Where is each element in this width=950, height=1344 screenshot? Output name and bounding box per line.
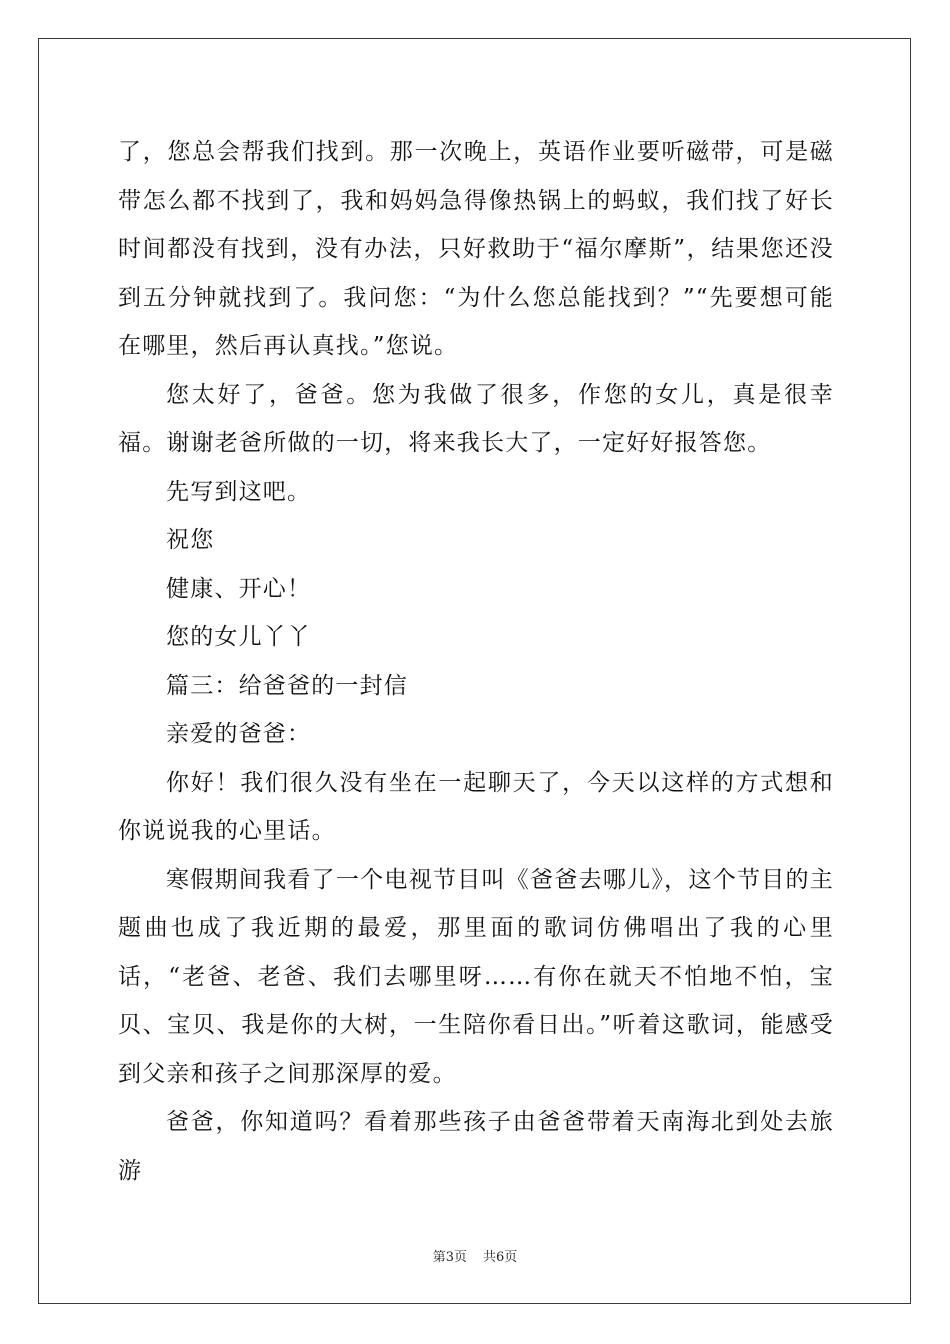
salutation-line: 健康、开心！ bbox=[166, 575, 312, 602]
paragraph: 了，您总会帮我们找到。那一次晚上，英语作业要听磁带，可是磁带怎么都不找到了，我和妈妈急得像热锅上的蚂蚁，我们找了好长时间都没有找到，没有办法，只好救助于“福尔摩斯”，结果您还没到五分钟就找到了。我问您：“为什么您总能找到？”“先要想可能在哪里，然后再认真找。”您说。 bbox=[118, 139, 834, 359]
paragraph: 寒假期间我看了一个电视节目叫《爸爸去哪儿》，这个节目的主题曲也成了我近期的最爱，那里面的歌词仿佛唱出了我的心里话，“老爸、老爸、我们去哪里呀……有你在就天不怕地不怕，宝贝、宝贝、我是你的大树，一生陪你看日出。”听着这歌词，能感受到父亲和孩子之间那深厚的爱。 bbox=[118, 866, 834, 1087]
page-footer bbox=[0, 1246, 950, 1265]
paragraph: 先写到这吧。 bbox=[166, 478, 312, 505]
document-body bbox=[118, 128, 834, 1195]
salutation-line: 祝您 bbox=[166, 527, 215, 553]
page-number-current: 第3页 bbox=[432, 1250, 467, 1265]
signature-line: 您的女儿丫丫 bbox=[166, 624, 312, 650]
section-heading: 篇三：给爸爸的一封信 bbox=[166, 672, 408, 699]
paragraph: 您太好了，爸爸。您为我做了很多，作您的女儿，真是很幸福。谢谢老爸所做的一切，将来我长大了，一定好好报答您。 bbox=[118, 381, 834, 456]
page-number-total: 共6页 bbox=[483, 1250, 518, 1265]
greeting-line: 亲爱的爸爸： bbox=[166, 721, 312, 747]
paragraph: 你好！我们很久没有坐在一起聊天了，今天以这样的方式想和你说说我的心里话。 bbox=[118, 769, 834, 844]
paragraph: 爸爸，你知道吗？看着那些孩子由爸爸带着天南海北到处去旅游 bbox=[118, 1109, 834, 1184]
